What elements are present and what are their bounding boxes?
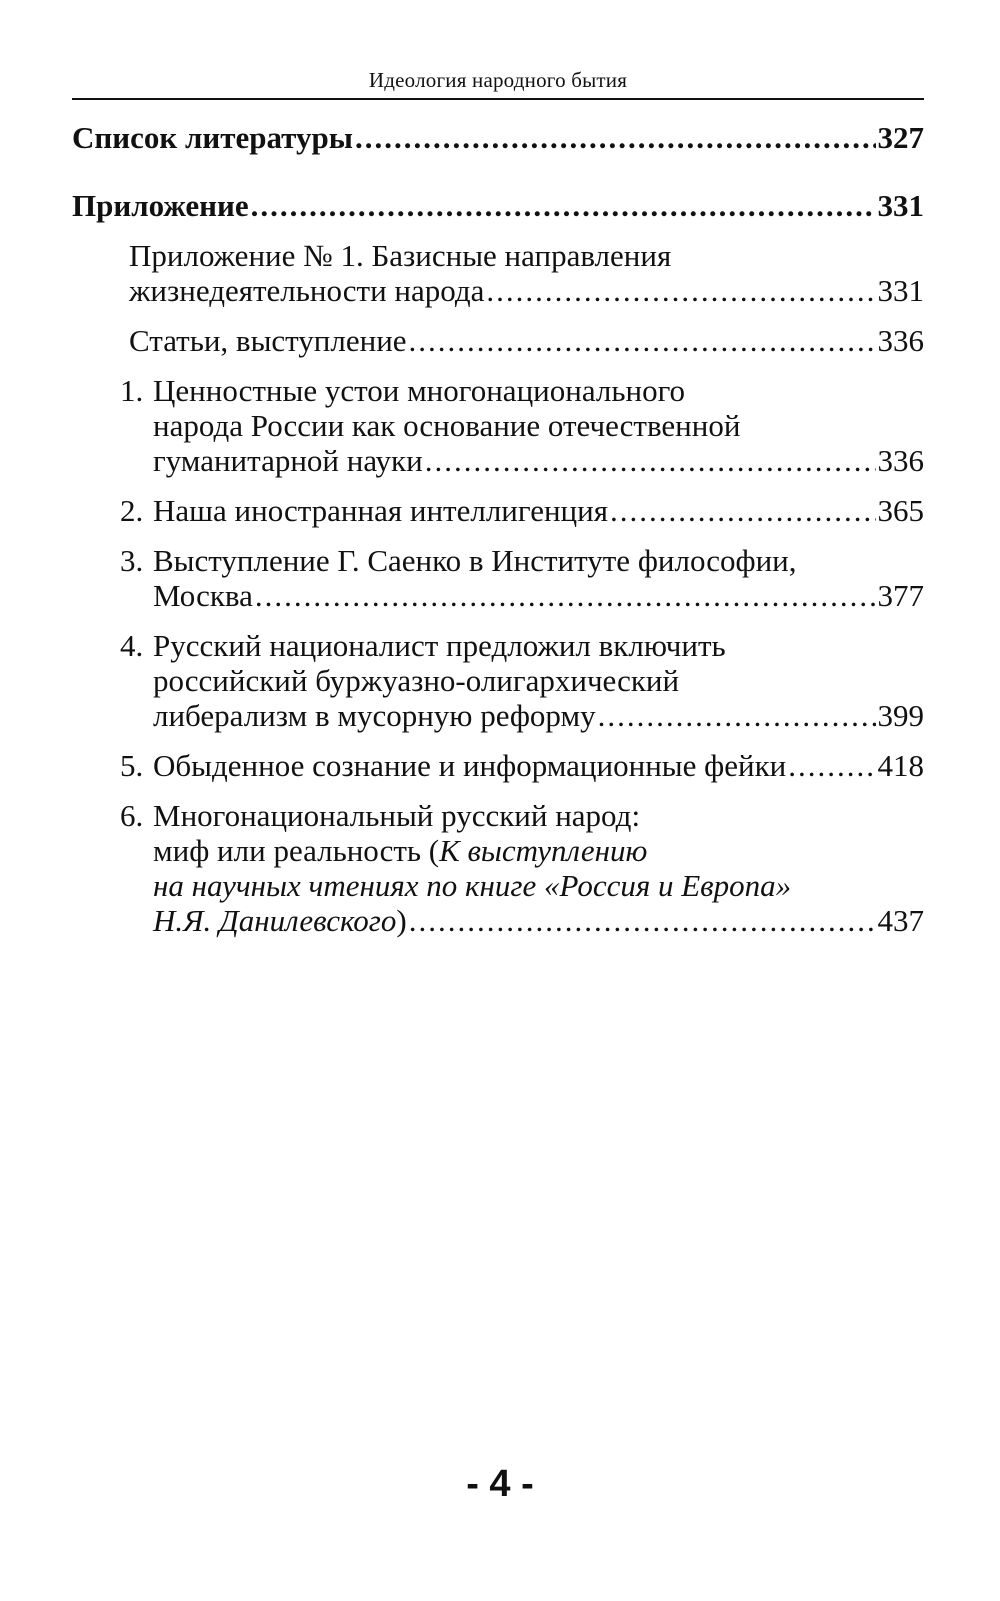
toc-page-number: 365 — [877, 493, 924, 528]
toc-entry-title: Обыденное сознание и информационные фейки — [153, 748, 787, 783]
toc-entry-title: Приложение — [72, 188, 249, 223]
toc-item-number: 2. — [120, 493, 144, 528]
toc-item-number: 1. — [120, 373, 144, 408]
toc-entry-appendix1-line1: Приложение № 1. Базисные направления — [129, 238, 672, 273]
toc-leader-dots — [610, 493, 876, 529]
toc-item-italic-text: Н.Я. Данилевского — [153, 903, 397, 938]
toc-entry-appendix[interactable] — [72, 188, 924, 224]
toc-item-italic-text: К выступлению — [439, 833, 648, 868]
toc-item-text: ) — [396, 903, 407, 938]
toc-entry-item-2[interactable] — [153, 493, 924, 529]
toc-leader-dots — [409, 323, 876, 359]
toc-entry-title: Статьи, выступление — [129, 323, 407, 358]
toc-entry-title: гуманитарной науки — [153, 443, 423, 478]
toc-leader-dots — [788, 748, 875, 784]
toc-page-number: 437 — [877, 903, 924, 938]
toc-leader-dots — [598, 698, 876, 734]
toc-page-number: 331 — [877, 188, 924, 223]
toc-page-number: 336 — [877, 323, 924, 358]
toc-item-line: Русский националист предложил включить — [153, 628, 726, 663]
page-number: - 4 - — [466, 1463, 534, 1505]
toc-item-number: 4. — [120, 628, 144, 663]
toc-item-line: российский буржуазно-олигархический — [153, 663, 680, 698]
toc-item-number: 6. — [120, 798, 144, 833]
toc-item-line: Многонациональный русский народ: — [153, 798, 641, 833]
toc-page-number: 336 — [877, 443, 924, 478]
toc-item-text: миф или реальность ( — [153, 833, 440, 868]
toc-item-number: 5. — [120, 748, 144, 783]
toc-leader-dots — [251, 188, 876, 224]
toc-leader-dots — [409, 903, 876, 939]
toc-entry-title: Список литературы — [72, 120, 353, 155]
toc-entry-title: Наша иностранная интеллигенция — [153, 493, 608, 528]
toc-item-line: Выступление Г. Саенко в Институте философии, — [153, 543, 797, 578]
toc-entry-title: жизнедеятельности народа — [129, 273, 485, 308]
toc-entry-title: либерализм в мусорную реформу — [153, 698, 596, 733]
toc-leader-dots — [355, 120, 876, 156]
running-title: Идеология народного бытия — [368, 68, 628, 92]
toc-page-number: 399 — [877, 698, 924, 733]
toc-item-line: народа России как основание отечественной — [153, 408, 741, 443]
toc-page-number: 418 — [877, 748, 924, 783]
toc-entry-bibliography[interactable] — [72, 120, 924, 156]
toc-entry-item-3[interactable] — [153, 578, 924, 614]
toc-leader-dots — [255, 578, 876, 614]
toc-entry-title — [153, 903, 407, 939]
toc-entry-articles[interactable] — [129, 323, 924, 359]
toc-item-line-mixed — [153, 833, 647, 869]
toc-item-italic-line: на научных чтениях по книге «Россия и Европа» — [153, 868, 792, 903]
toc-item-number: 3. — [120, 543, 144, 578]
toc-entry-item-1[interactable] — [153, 443, 924, 479]
toc-leader-dots — [486, 273, 875, 309]
toc-entry-item-6[interactable] — [153, 903, 924, 939]
toc-entry-title: Москва — [153, 578, 253, 613]
toc-entry-item-4[interactable] — [153, 698, 924, 734]
toc-page-number: 377 — [877, 578, 924, 613]
header-rule — [72, 98, 924, 100]
toc-entry-item-5[interactable] — [153, 748, 924, 784]
toc-page-number: 327 — [877, 120, 924, 155]
toc-item-line: Ценностные устои многонационального — [153, 373, 686, 408]
toc-leader-dots — [425, 443, 876, 479]
toc-entry-appendix1[interactable] — [129, 273, 924, 309]
toc-page-number: 331 — [877, 273, 924, 308]
